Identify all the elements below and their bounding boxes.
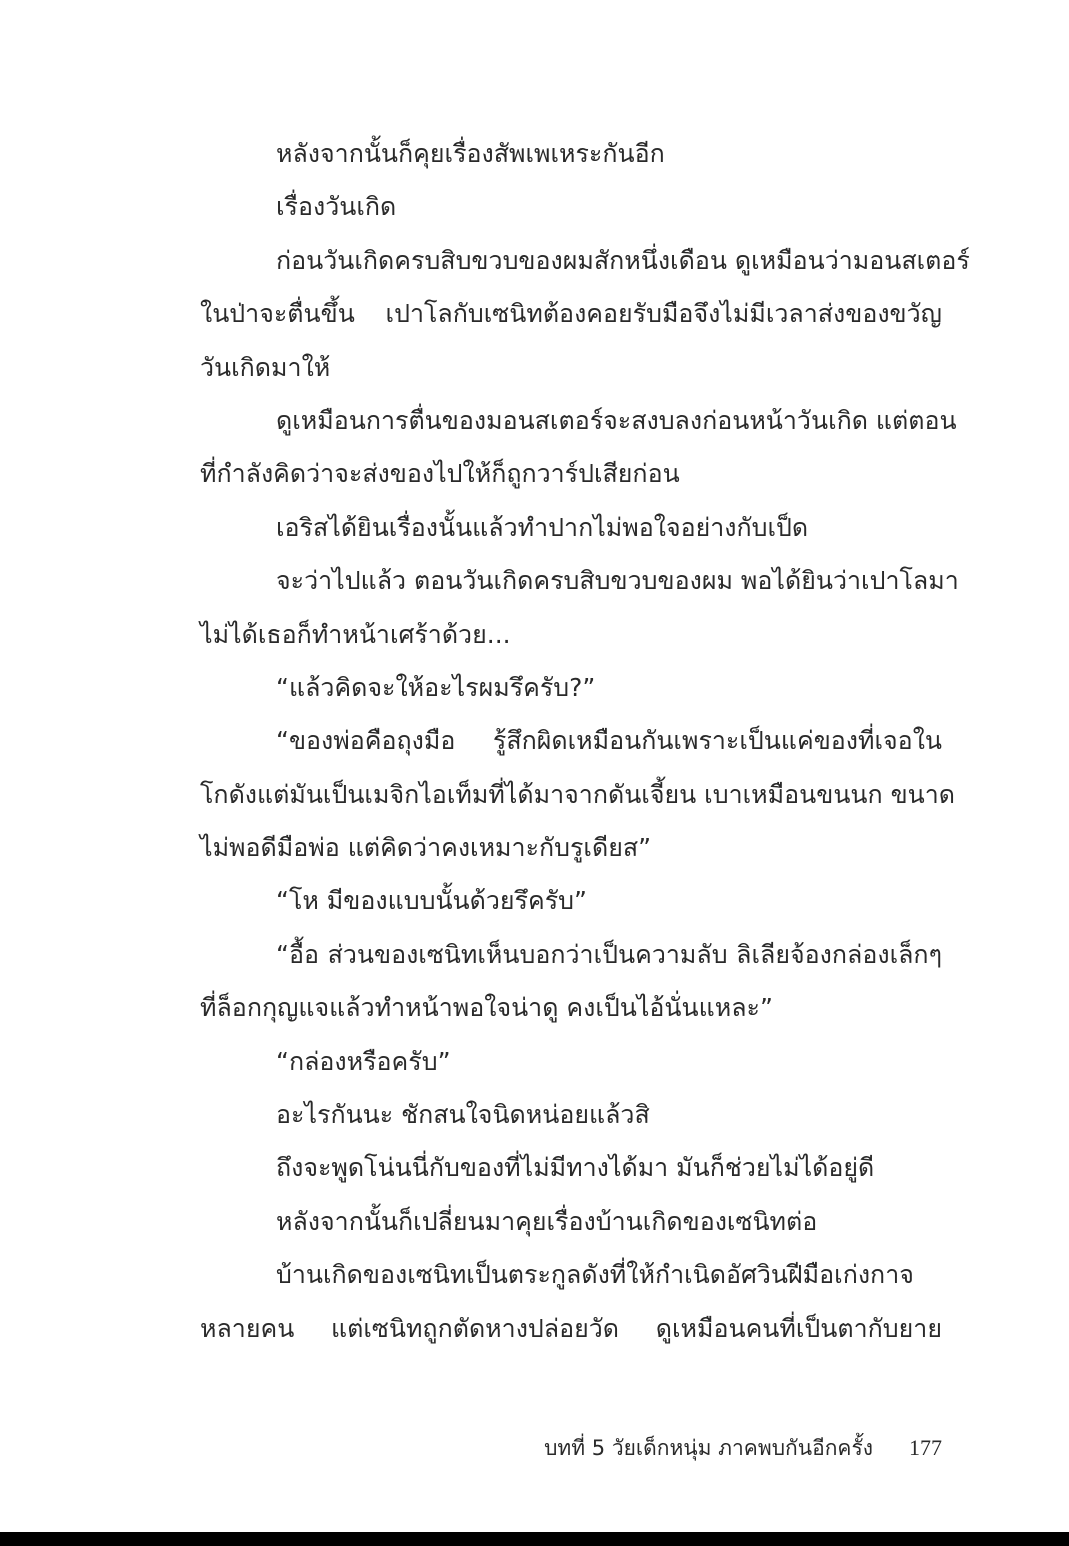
page-footer [420, 1428, 942, 1468]
text-line: บ้านเกิดของเซนิทเป็นตระกูลดังที่ให้กำเนิดอัศวินฝีมือเก่งกาจ [276, 1260, 914, 1290]
text-line: ดูเหมือนการตื่นของมอนสเตอร์จะสงบลงก่อนหน้าวันเกิด แต่ตอน [276, 405, 957, 435]
text-line: ที่ล็อกกุญแจแล้วทำหน้าพอใจน่าดู คงเป็นไอ้นั่นแหละ” [200, 993, 773, 1023]
text-line: โกดังแต่มันเป็นเมจิกไอเท็มที่ได้มาจากดันเจี้ยน เบาเหมือนขนนก ขนาด [200, 779, 956, 809]
page-number: 177 [909, 1435, 942, 1460]
text-line: วันเกิดมาให้ [200, 352, 331, 382]
text-line: อะไรกันนะ ชักสนใจนิดหน่อยแล้วสิ [276, 1100, 650, 1130]
text-line: ในป่าจะตื่นขึ้น เปาโลกับเซนิทต้องคอยรับมือจึงไม่มีเวลาส่งของขวัญ [200, 299, 942, 329]
text-line: “อื้อ ส่วนของเซนิทเห็นบอกว่าเป็นความลับ ลิเลียจ้องกล่องเล็กๆ [276, 939, 942, 969]
bottom-border [0, 1532, 1069, 1546]
text-line: ไม่ได้เธอก็ทำหน้าเศร้าด้วย... [200, 619, 511, 649]
text-line: จะว่าไปแล้ว ตอนวันเกิดครบสิบขวบของผม พอได้ยินว่าเปาโลมา [276, 566, 959, 596]
text-line: หลังจากนั้นก็เปลี่ยนมาคุยเรื่องบ้านเกิดของเซนิทต่อ [276, 1206, 818, 1236]
text-line: เอริสได้ยินเรื่องนั้นแล้วทำปากไม่พอใจอย่างกับเป็ด [276, 512, 809, 542]
body-text [200, 127, 970, 1355]
text-line: เรื่องวันเกิด [276, 192, 397, 222]
text-line: “กล่องหรือครับ” [276, 1046, 451, 1076]
text-line: หลายคน แต่เซนิทถูกตัดหางปล่อยวัด ดูเหมือนคนที่เป็นตากับยาย [200, 1313, 942, 1343]
text-line: “โห มีของแบบนั้นด้วยรึครับ” [276, 886, 587, 916]
text-line: ถึงจะพูดโน่นนี่กับของที่ไม่มีทางได้มา มันก็ช่วยไม่ได้อยู่ดี [276, 1153, 875, 1183]
chapter-title: บทที่ 5 วัยเด็กหนุ่ม ภาคพบกันอีกครั้ง [544, 1435, 873, 1460]
text-line: ก่อนวันเกิดครบสิบขวบของผมสักหนึ่งเดือน ดูเหมือนว่ามอนสเตอร์ [276, 245, 970, 275]
text-line: “แล้วคิดจะให้อะไรผมรึครับ?” [276, 672, 596, 702]
text-line: ไม่พอดีมือพ่อ แต่คิดว่าคงเหมาะกับรูเดียส” [200, 833, 652, 863]
text-line: ที่กำลังคิดว่าจะส่งของไปให้ก็ถูกวาร์ปเสียก่อน [200, 459, 680, 489]
text-line: “ของพ่อคือถุงมือ รู้สึกผิดเหมือนกันเพราะเป็นแค่ของที่เจอใน [276, 726, 942, 756]
text-line: หลังจากนั้นก็คุยเรื่องสัพเพเหระกันอีก [276, 139, 665, 168]
